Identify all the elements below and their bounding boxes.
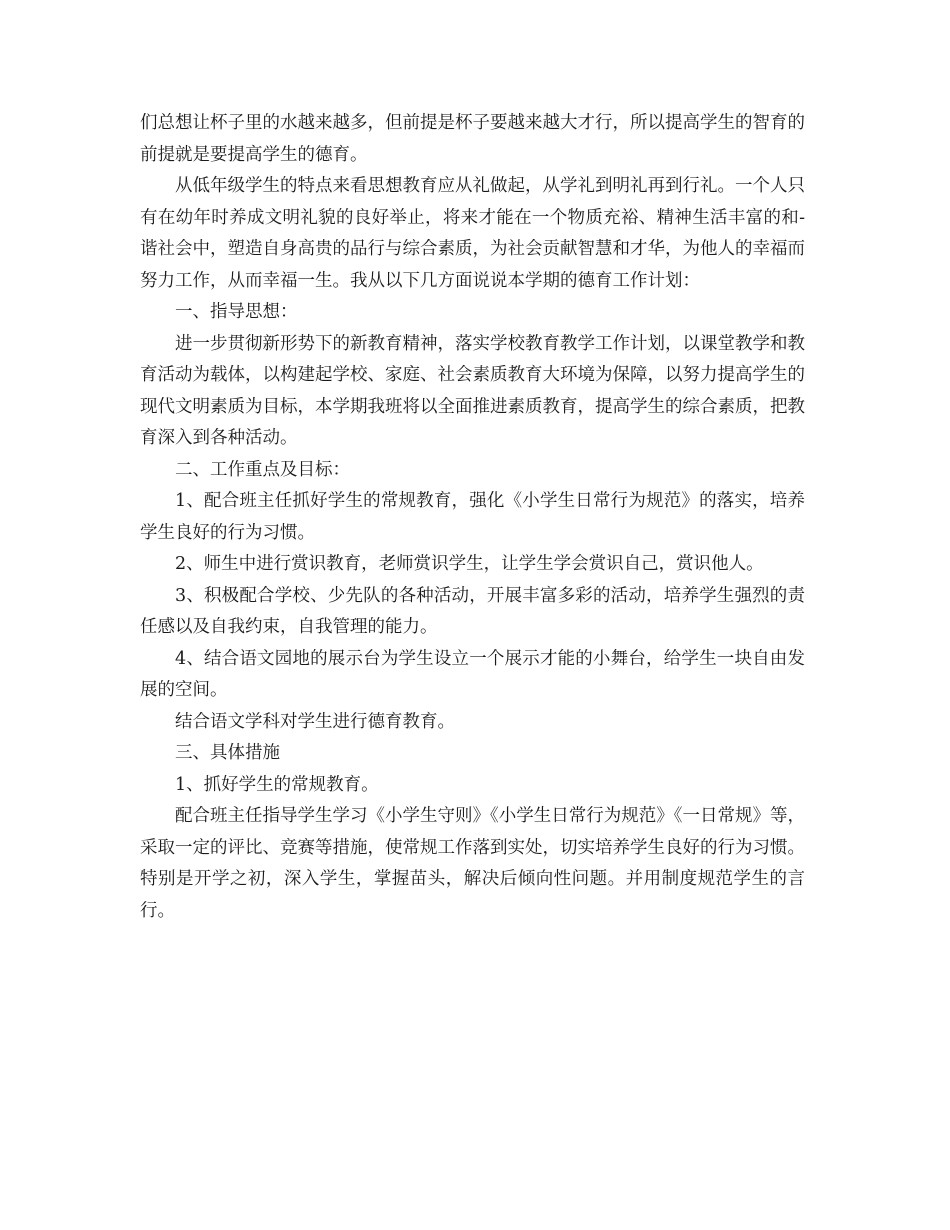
section-heading-focus-goals: 二、工作重点及目标： — [175, 459, 350, 480]
paragraph-continuation: 们总想让杯子里的水越来越多，但前提是杯子要越来越大才行，所以提高学生的智育的前提就是要提高学生的德育。 — [140, 113, 805, 165]
paragraph-measure-1-detail: 配合班主任指导学生学习《小学生守则》《小学生日常行为规范》《一日常规》等，采取一定的评比、竞赛等措施，使常规工作落到实处，切实培养学生良好的行为习惯。特别是开学之初，深入学生，掌握苗头，解决后倾向性问题。并用制度规范学生的言行。 — [140, 806, 805, 921]
list-item-goal-2: 2、师生中进行赏识教育，老师赏识学生，让学生学会赏识自己，赏识他人。 — [175, 554, 764, 574]
list-item-goal-1: 1、配合班主任抓好学生的常规教育，强化《小学生日常行为规范》的落实，培养学生良好的行为习惯。 — [140, 491, 805, 543]
section-heading-guiding-thought: 一、指导思想： — [175, 302, 298, 322]
list-item-goal-4: 4、结合语文园地的展示台为学生设立一个展示才能的小舞台，给学生一块自由发展的空间。 — [140, 648, 805, 700]
section-heading-measures: 三、具体措施 — [175, 743, 280, 763]
document-page — [140, 108, 805, 927]
paragraph-guiding-thought: 进一步贯彻新形势下的新教育精神，落实学校教育教学工作计划，以课堂教学和教育活动为载体，以构建起学校、家庭、社会素质教育大环境为保障，以努力提高学生的现代文明素质为目标，本学期我班将以全面推进素质教育，提高学生的综合素质，把教育深入到各种活动。 — [140, 333, 805, 448]
list-item-goal-3: 3、积极配合学校、少先队的各种活动，开展丰富多彩的活动，培养学生强烈的责任感以及自我约束，自我管理的能力。 — [140, 585, 805, 637]
paragraph-subject-moral: 结合语文学科对学生进行德育教育。 — [175, 711, 455, 732]
list-item-measure-1: 1、抓好学生的常规教育。 — [175, 774, 379, 795]
paragraph-intro: 从低年级学生的特点来看思想教育应从礼做起，从学礼到明礼再到行礼。一个人只有在幼年时养成文明礼貌的良好举止，将来才能在一个物质充裕、精神生活丰富的和-谐社会中，塑造自身高贵的品行与综合素质，为社会贡献智慧和才华，为他人的幸福而努力工作，从而幸福一生。我从以下几方面说说本学期的德育工作计划： — [140, 176, 805, 291]
